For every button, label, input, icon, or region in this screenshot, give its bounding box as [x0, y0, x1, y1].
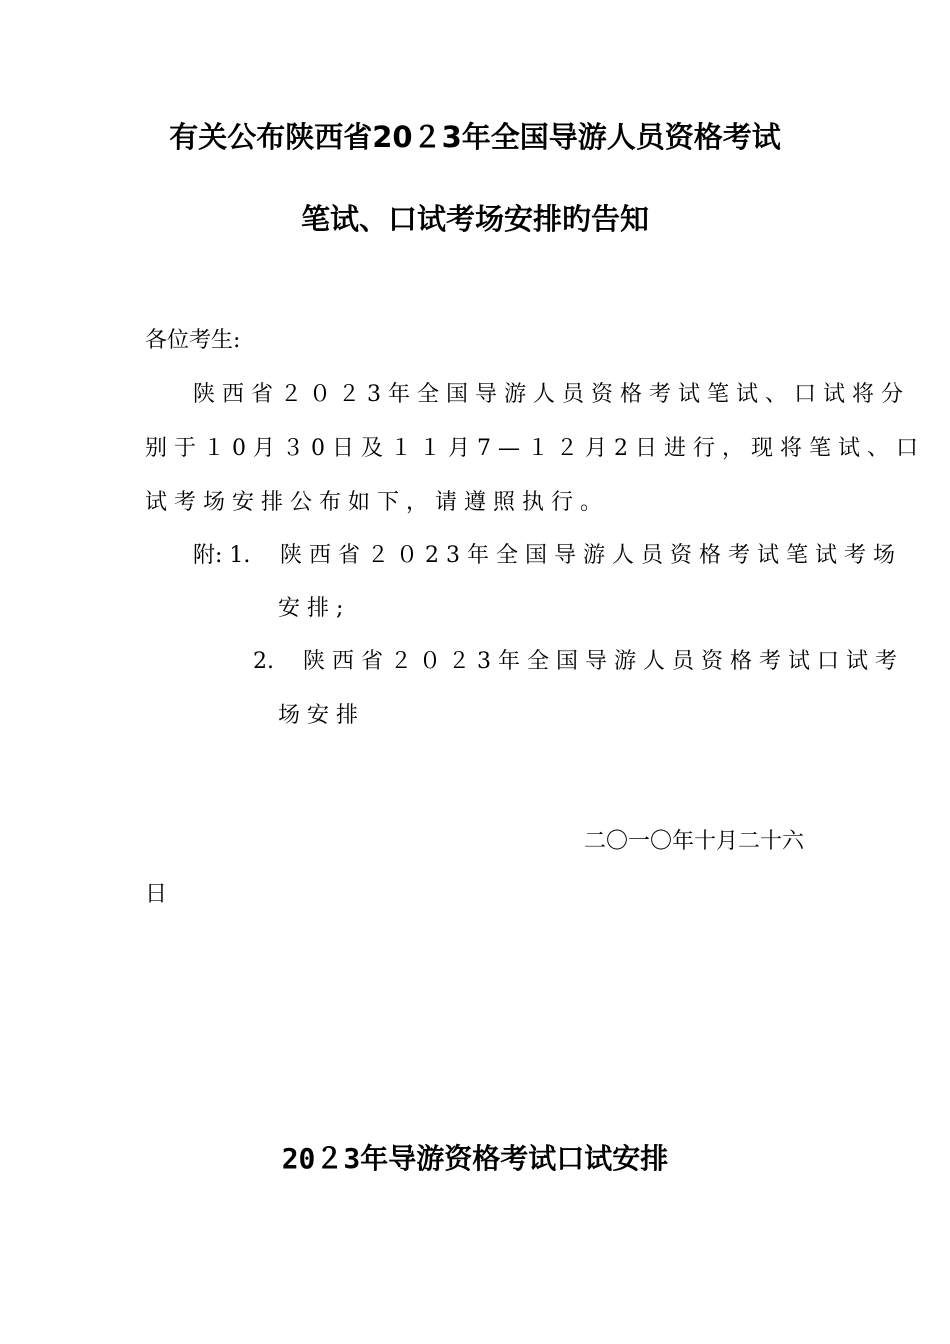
body-paragraph-line: 别于１0月３0日及１１月7—１２月2日进行，现将笔试、口	[145, 436, 925, 461]
document-title-line2: 笔试、口试考场安排旳告知	[300, 202, 649, 236]
document-title-line1: 有关公布陕西省20２3年全国导游人员资格考试	[169, 120, 781, 154]
attachment-prefix: 附: 1.	[193, 543, 251, 568]
section-title: 20２3年导游资格考试口试安排	[281, 1142, 669, 1175]
attachment-item2-line2: 场安排	[278, 703, 366, 728]
attachment-item2-number: 2.	[253, 649, 274, 674]
attachment-item1-line1: 陕西省２０23年全国导游人员资格考试笔试考场	[280, 543, 902, 568]
attachment-item2-line1: 陕西省２０２3年全国导游人员资格考试口试考	[303, 649, 904, 674]
attachment-item1-line2: 安排;	[278, 596, 351, 621]
date-line2: 日	[145, 882, 168, 907]
body-paragraph-line: 试考场安排公布如下，请遵照执行。	[145, 490, 610, 515]
body-paragraph-line: 陕西省２０２3年全国导游人员资格考试笔试、口试将分	[193, 382, 910, 407]
date-line1: 二〇一〇年十月二十六	[583, 829, 804, 854]
salutation: 各位考生:	[145, 328, 241, 353]
